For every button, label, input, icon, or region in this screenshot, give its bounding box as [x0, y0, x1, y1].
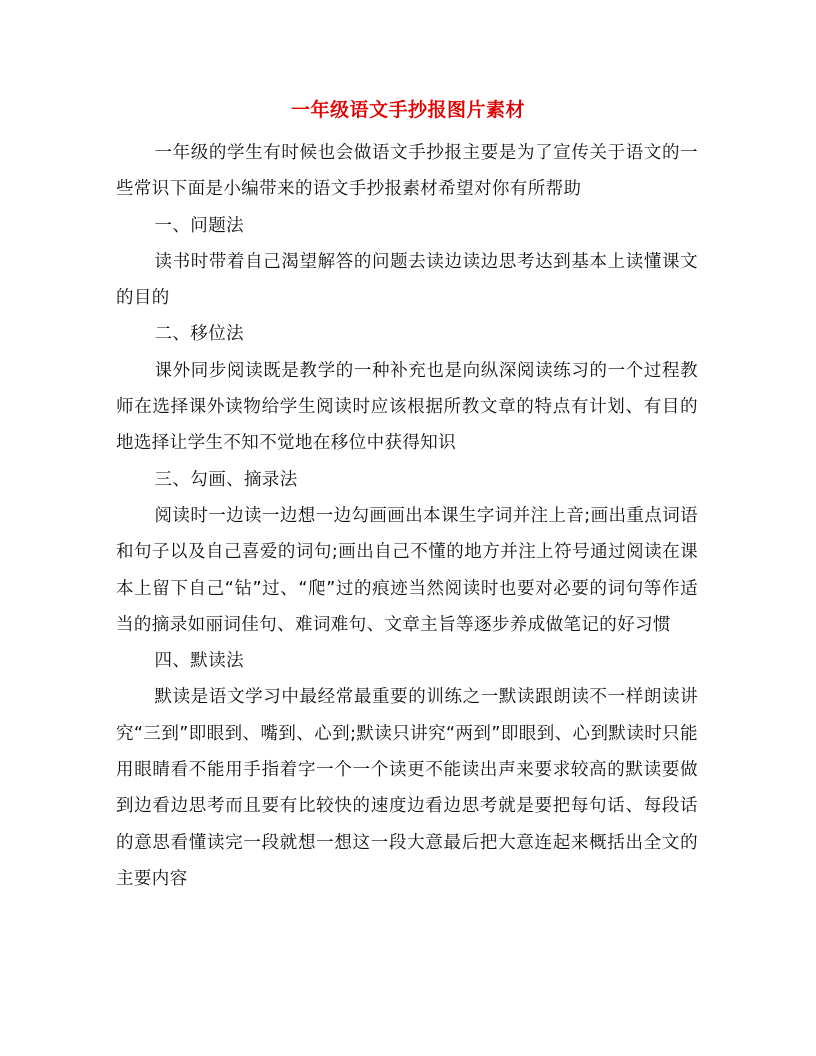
section-body-annotate-method: 阅读时一边读一边想一边勾画画出本课生字词并注上音;画出重点词语和句子以及自己喜爱的词句;画出自己不懂的地方并注上符号通过阅读在课本上留下自己“钻”过、“爬”过的痕迹当然阅读时也要对必要的词句等作适当的摘录如丽词佳句、难词难句、文章主旨等逐步养成做笔记的好习惯	[116, 505, 698, 635]
section-heading-question-method: 一、问题法	[154, 215, 244, 236]
section-body-question-method: 读书时带着自己渴望解答的问题去读边读边思考达到基本上读懂课文的目的	[116, 251, 698, 309]
intro-paragraph: 一年级的学生有时候也会做语文手抄报主要是为了宣传关于语文的一些常识下面是小编带来的语文手抄报素材希望对你有所帮助	[116, 143, 698, 200]
section-heading-silent-reading-method: 四、默读法	[154, 651, 244, 672]
section-heading-annotate-method: 三、勾画、摘录法	[154, 469, 298, 490]
section-body-transfer-method: 课外同步阅读既是教学的一种补充也是向纵深阅读练习的一个过程教师在选择课外读物给学生阅读时应该根据所教文章的特点有计划、有目的地选择让学生不知不觉地在移位中获得知识	[116, 360, 698, 454]
document-title: 一年级语文手抄报图片素材	[290, 99, 525, 121]
section-heading-transfer-method: 二、移位法	[154, 324, 244, 345]
section-body-silent-reading-method: 默读是语文学习中最经常最重要的训练之一默读跟朗读不一样朗读讲究“三到”即眼到、嘴到、心到;默读只讲究“两到”即眼到、心到默读时只能用眼睛看不能用手指着字一个一个读更不能读出声来要求较高的默读要做到边看边思考而且要有比较快的速度边看边思考就是要把每句话、每段话的意思看懂读完一段就想一想这一段大意最后把大意连起来概括出全文的主要内容	[116, 687, 698, 889]
document-body	[116, 135, 698, 897]
